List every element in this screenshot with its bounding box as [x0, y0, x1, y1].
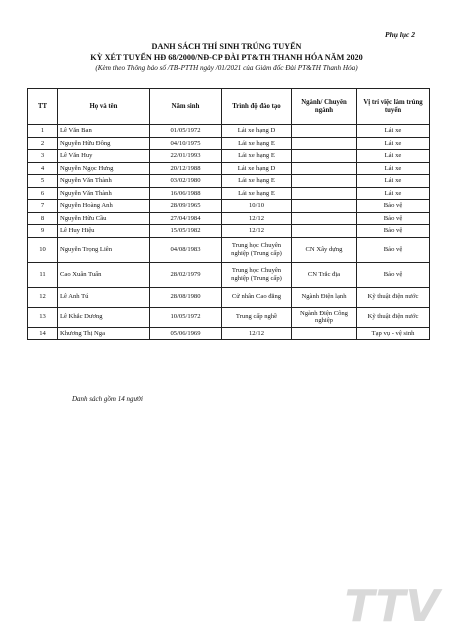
cell-tt: 11 [28, 262, 58, 287]
cell-major [292, 175, 357, 188]
cell-birth: 22/01/1993 [150, 150, 222, 163]
cell-tt: 8 [28, 212, 58, 225]
cell-education: 12/12 [222, 212, 292, 225]
cell-position: Bảo vệ [357, 200, 430, 213]
cell-name: Lê Văn Huy [58, 150, 150, 163]
column-header-birth: Năm sinh [150, 89, 222, 125]
column-header-name: Họ và tên [58, 89, 150, 125]
table-row [28, 225, 430, 238]
table-row [28, 262, 430, 287]
cell-major [292, 125, 357, 138]
table-row [28, 137, 430, 150]
table-row [28, 237, 430, 262]
cell-education: 12/12 [222, 225, 292, 238]
table-row [28, 187, 430, 200]
cell-position: Lái xe [357, 150, 430, 163]
candidate-table [27, 88, 430, 340]
cell-major [292, 137, 357, 150]
cell-name: Nguyễn Hoàng Anh [58, 200, 150, 213]
cell-tt: 9 [28, 225, 58, 238]
cell-name: Khương Thị Nga [58, 327, 150, 340]
cell-education: Trung cấp nghề [222, 307, 292, 327]
cell-tt: 1 [28, 125, 58, 138]
cell-education: Lái xe hạng D [222, 162, 292, 175]
cell-tt: 7 [28, 200, 58, 213]
cell-education: Trung học Chuyên nghiệp (Trung cấp) [222, 262, 292, 287]
table-body [28, 125, 430, 340]
logo-text: TTV [344, 581, 440, 632]
cell-position: Lái xe [357, 125, 430, 138]
cell-tt: 13 [28, 307, 58, 327]
cell-position: Bảo vệ [357, 262, 430, 287]
cell-position: Bảo vệ [357, 237, 430, 262]
cell-tt: 2 [28, 137, 58, 150]
cell-birth: 03/02/1980 [150, 175, 222, 188]
cell-position: Kỹ thuật điện nước [357, 307, 430, 327]
cell-major [292, 225, 357, 238]
cell-education: Lái xe hạng E [222, 150, 292, 163]
cell-major [292, 187, 357, 200]
cell-position: Bảo vệ [357, 212, 430, 225]
cell-major: Ngành Điện Công nghiệp [292, 307, 357, 327]
cell-name: Nguyễn Ngọc Hưng [58, 162, 150, 175]
column-header-major: Ngành/ Chuyên ngành [292, 89, 357, 125]
column-header-education: Trình độ đào tạo [222, 89, 292, 125]
table-row [28, 200, 430, 213]
cell-education: Lái xe hạng E [222, 175, 292, 188]
cell-birth: 05/06/1969 [150, 327, 222, 340]
cell-education: Lái xe hạng E [222, 137, 292, 150]
cell-birth: 28/08/1980 [150, 287, 222, 307]
cell-education: 10/10 [222, 200, 292, 213]
table-row [28, 125, 430, 138]
cell-name: Nguyễn Hữu Cầu [58, 212, 150, 225]
table-row [28, 287, 430, 307]
cell-education: Trung học Chuyên nghiệp (Trung cấp) [222, 237, 292, 262]
cell-major [292, 327, 357, 340]
cell-education: Cử nhân Cao đẳng [222, 287, 292, 307]
cell-position: Tạp vụ - vệ sinh [357, 327, 430, 340]
cell-major: Ngành Điện lạnh [292, 287, 357, 307]
document-title: DANH SÁCH THÍ SINH TRÚNG TUYỂN [151, 42, 302, 51]
cell-name: Cao Xuân Tuấn [58, 262, 150, 287]
footer-note: Danh sách gồm 14 người [72, 395, 143, 403]
cell-major: CN Trắc địa [292, 262, 357, 287]
cell-birth: 04/08/1983 [150, 237, 222, 262]
appendix-label: Phụ lục 2 [384, 30, 415, 39]
cell-position: Lái xe [357, 175, 430, 188]
cell-position: Kỹ thuật điện nước [357, 287, 430, 307]
cell-name: Nguyễn Văn Thành [58, 175, 150, 188]
cell-name: Lê Khắc Dương [58, 307, 150, 327]
cell-major: CN Xây dựng [292, 237, 357, 262]
cell-major [292, 150, 357, 163]
cell-name: Nguyễn Trọng Liên [58, 237, 150, 262]
table-row [28, 175, 430, 188]
document-subtitle-title: KỲ XÉT TUYỂN HĐ 68/2000/NĐ-CP ĐÀI PT&TH THANH HÓA NĂM 2020 [90, 53, 363, 62]
table-row [28, 162, 430, 175]
table-row [28, 150, 430, 163]
cell-major [292, 162, 357, 175]
cell-birth: 10/05/1972 [150, 307, 222, 327]
cell-tt: 10 [28, 237, 58, 262]
cell-tt: 3 [28, 150, 58, 163]
cell-tt: 12 [28, 287, 58, 307]
cell-tt: 4 [28, 162, 58, 175]
cell-name: Nguyễn Hữu Đông [58, 137, 150, 150]
cell-tt: 6 [28, 187, 58, 200]
cell-name: Lê Anh Tú [58, 287, 150, 307]
cell-name: Lê Huy Hiệu [58, 225, 150, 238]
cell-position: Lái xe [357, 187, 430, 200]
cell-name: Nguyễn Văn Thành [58, 187, 150, 200]
table-row [28, 212, 430, 225]
cell-birth: 01/05/1972 [150, 125, 222, 138]
cell-tt: 14 [28, 327, 58, 340]
ttv-logo [344, 577, 440, 632]
cell-birth: 28/02/1979 [150, 262, 222, 287]
table-row [28, 327, 430, 340]
table-row [28, 307, 430, 327]
cell-birth: 16/06/1988 [150, 187, 222, 200]
document-reference-note: (Kèm theo Thông báo số /TB-PTTH ngày /01/2021 của Giám đốc Đài PT&TH Thanh Hóa) [95, 64, 358, 72]
column-header-tt: TT [28, 89, 58, 125]
cell-birth: 04/10/1975 [150, 137, 222, 150]
cell-position: Lái xe [357, 162, 430, 175]
cell-education: Lái xe hạng E [222, 187, 292, 200]
cell-name: Lê Văn Ban [58, 125, 150, 138]
cell-tt: 5 [28, 175, 58, 188]
cell-birth: 20/12/1988 [150, 162, 222, 175]
cell-birth: 28/09/1965 [150, 200, 222, 213]
cell-position: Bảo vệ [357, 225, 430, 238]
cell-major [292, 212, 357, 225]
cell-education: Lái xe hạng D [222, 125, 292, 138]
cell-birth: 15/05/1982 [150, 225, 222, 238]
column-header-position: Vị trí việc làm trúng tuyển [357, 89, 430, 125]
cell-birth: 27/04/1984 [150, 212, 222, 225]
table-header-row [28, 89, 430, 125]
cell-education: 12/12 [222, 327, 292, 340]
cell-major [292, 200, 357, 213]
cell-position: Lái xe [357, 137, 430, 150]
